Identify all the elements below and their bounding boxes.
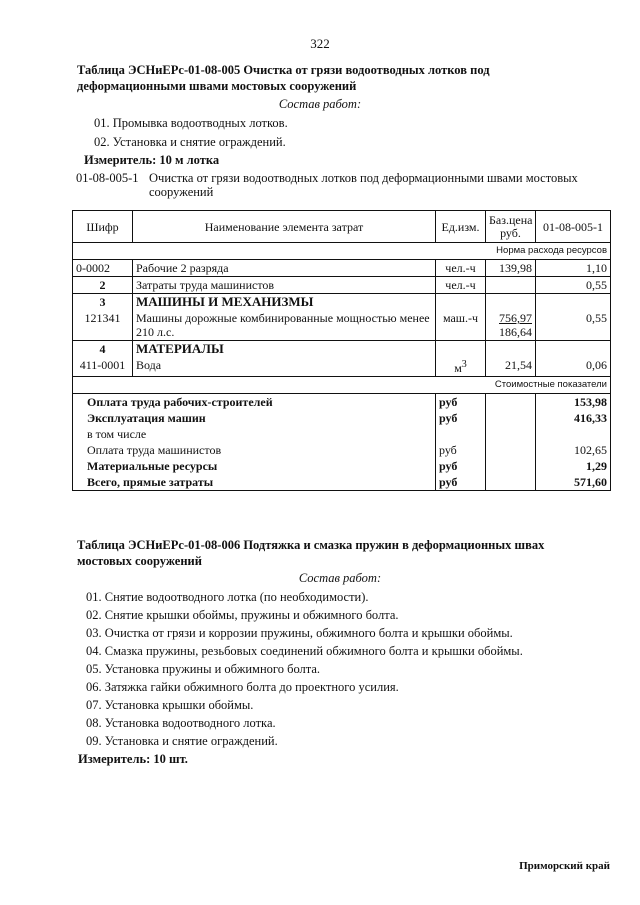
header-code: 01-08-005-1 (536, 211, 611, 243)
row-unit: маш.-ч (436, 310, 486, 341)
table-row (73, 310, 611, 341)
cost-unit: руб (436, 474, 486, 491)
cost-unit: руб (436, 410, 486, 426)
table-row (73, 458, 611, 474)
table2-work-item: 01. Снятие водоотводного лотка (по необходимости). (86, 590, 369, 604)
header-cipher: Шифр (73, 211, 133, 243)
cost-unit: руб (436, 394, 486, 411)
norm-label: Норма расхода ресурсов (73, 243, 611, 260)
row-value: 0,55 (536, 310, 611, 341)
table2-heading: Таблица ЭСНиЕРс-01-08-006 Подтяжка и смазка пружин в деформационных швах мостовых сооружений (77, 538, 545, 568)
cost-name: Материальные ресурсы (73, 458, 436, 474)
table1-composition-title: Состав работ: (278, 97, 362, 111)
table-row (73, 394, 611, 411)
row-cipher: 0-0002 (73, 260, 133, 277)
row-name: Машины дорожные комбинированные мощностью менее 210 л.с. (133, 310, 436, 341)
row-price (486, 277, 536, 294)
norm-table (72, 210, 611, 491)
table1-code-description: Очистка от грязи водоотводных лотков под деформационными швами мостовых сооружений (149, 171, 578, 199)
row-cipher: 3 (73, 294, 133, 311)
row-unit: чел.-ч (436, 277, 486, 294)
cost-name: Всего, прямые затраты (73, 474, 436, 491)
table-row (73, 442, 611, 458)
table-row (73, 341, 611, 358)
table-row (73, 474, 611, 491)
row-unit: чел.-ч (436, 260, 486, 277)
unit-text: м (454, 361, 462, 375)
cost-name: Эксплуатация машин (73, 410, 436, 426)
table1-work-item: 01. Промывка водоотводных лотков. (94, 116, 288, 130)
row-cipher: 121341 (73, 310, 133, 341)
table-row (73, 357, 611, 377)
row-value: 0,55 (536, 277, 611, 294)
table1-measure: Измеритель: 10 м лотка (84, 153, 220, 167)
header-name: Наименование элемента затрат (133, 211, 436, 243)
header-base-price: Баз.цена руб. (486, 211, 536, 243)
table-row (73, 294, 611, 311)
cost-name: в том числе (73, 426, 436, 442)
row-name: Вода (133, 357, 436, 377)
cost-unit: руб (436, 458, 486, 474)
table2-composition-title: Состав работ: (298, 571, 382, 585)
table2-work-item: 09. Установка и снятие ограждений. (86, 734, 278, 748)
section-title: МАТЕРИАЛЫ (133, 341, 436, 358)
row-price-secondary: 186,64 (499, 325, 532, 339)
cost-value: 102,65 (536, 442, 611, 458)
section-title: МАШИНЫ И МЕХАНИЗМЫ (133, 294, 436, 311)
table1-work-item: 02. Установка и снятие ограждений. (94, 135, 286, 149)
table2-work-item: 02. Снятие крышки обоймы, пружины и обжимного болта. (86, 608, 399, 622)
row-price: 139,98 (486, 260, 536, 277)
table2-work-item: 04. Смазка пружины, резьбовых соединений обжимного болта и крышки обоймы. (86, 644, 523, 658)
row-price (486, 310, 536, 341)
cost-value: 1,29 (536, 458, 611, 474)
cost-name: Оплата труда машинистов (73, 442, 436, 458)
cost-value: 571,60 (536, 474, 611, 491)
row-value: 1,10 (536, 260, 611, 277)
table-row (73, 426, 611, 442)
cost-label: Стоимостные показатели (73, 377, 611, 394)
cost-name: Оплата труда рабочих-строителей (73, 394, 436, 411)
row-cipher: 411-0001 (73, 357, 133, 377)
table2-work-item: 06. Затяжка гайки обжимного болта до проектного усилия. (86, 680, 399, 694)
row-price: 21,54 (486, 357, 536, 377)
table2-work-item: 05. Установка пружины и обжимного болта. (86, 662, 321, 676)
table2-measure: Измеритель: 10 шт. (78, 752, 188, 766)
row-cipher: 4 (73, 341, 133, 358)
row-name: Рабочие 2 разряда (133, 260, 436, 277)
header-unit: Ед.изм. (436, 211, 486, 243)
table1-heading: Таблица ЭСНиЕРс-01-08-005 Очистка от грязи водоотводных лотков под деформационными швами мостовых сооружений (77, 63, 490, 93)
row-cipher: 2 (73, 277, 133, 294)
row-name: Затраты труда машинистов (133, 277, 436, 294)
table2-work-item: 03. Очистка от грязи и коррозии пружины, обжимного болта и крышки обоймы. (86, 626, 513, 640)
row-value: 0,06 (536, 357, 611, 377)
table2-work-item: 08. Установка водоотводного лотка. (86, 716, 276, 730)
cost-unit: руб (436, 442, 486, 458)
row-unit (436, 357, 486, 377)
footer-region: Приморский край (519, 860, 610, 872)
unit-superscript: 3 (461, 359, 467, 370)
table1-code: 01-08-005-1 (76, 171, 139, 185)
cost-value: 153,98 (536, 394, 611, 411)
table-row (73, 260, 611, 277)
cost-value: 416,33 (536, 410, 611, 426)
table2-work-item: 07. Установка крышки обоймы. (86, 698, 254, 712)
row-price-main: 756,97 (499, 311, 532, 325)
page-number: 322 (310, 36, 330, 51)
table-row (73, 277, 611, 294)
table-row (73, 410, 611, 426)
